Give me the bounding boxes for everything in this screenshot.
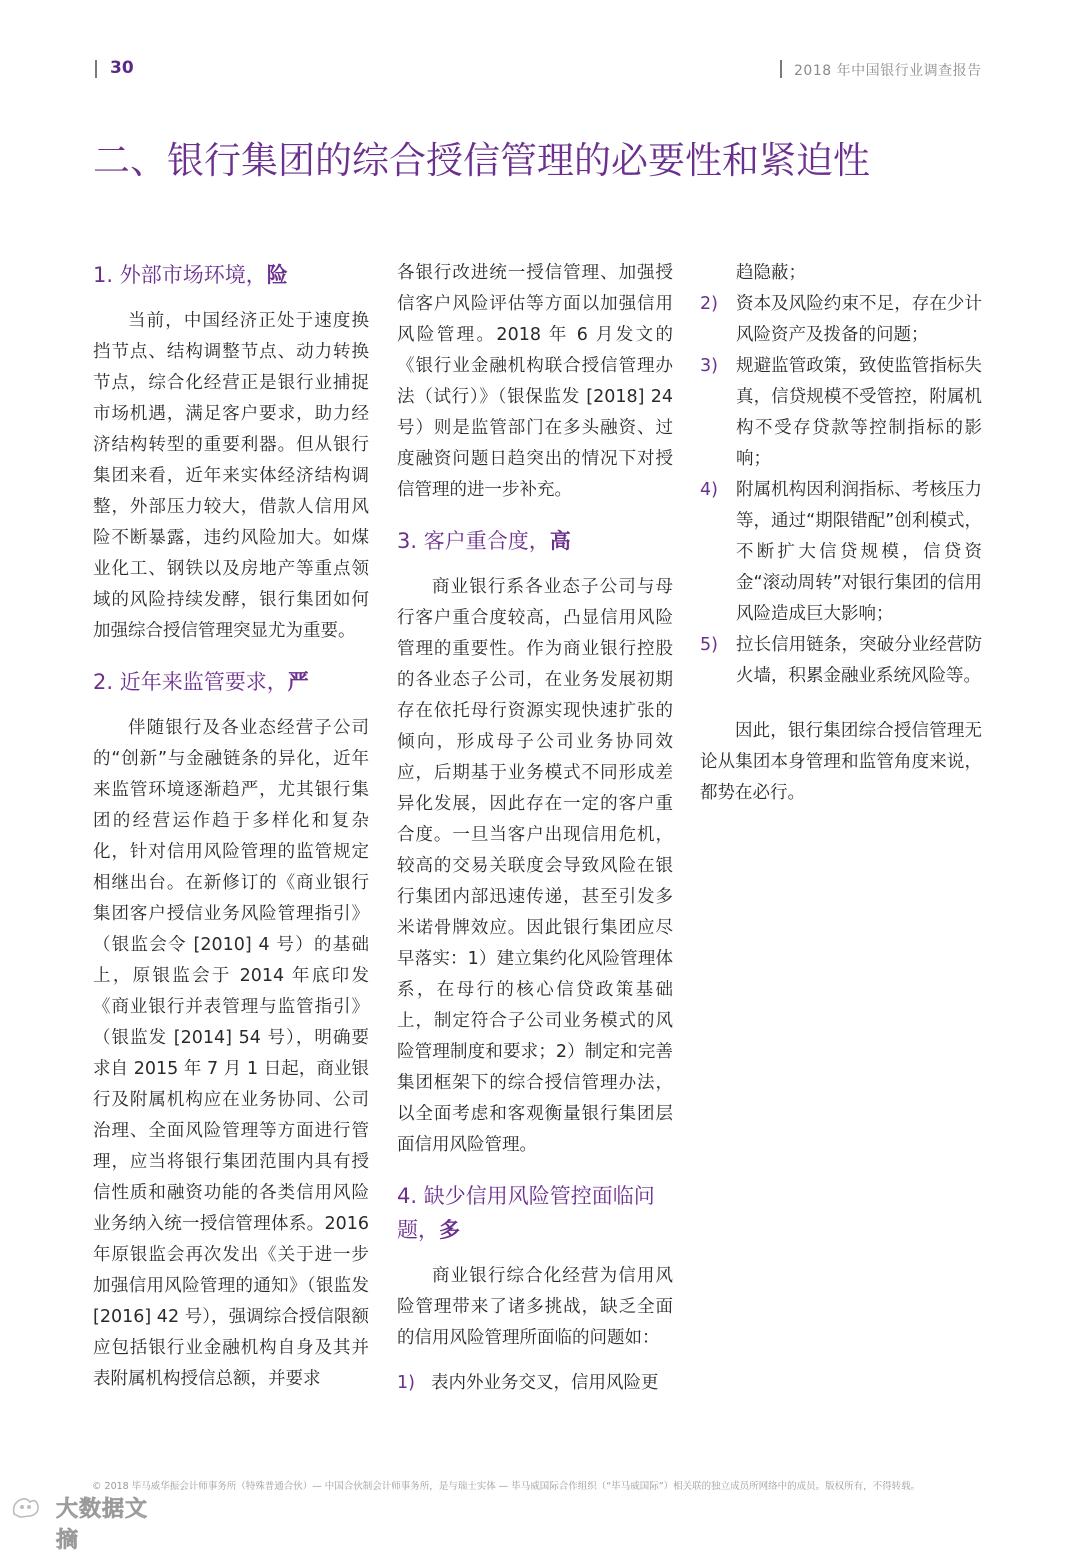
subheading-4-text: 4. 缺少信用风险管控面临问题，	[397, 1184, 655, 1242]
subheading-2-emphasis: 严	[287, 670, 309, 694]
list-item-number: 2)	[700, 294, 718, 314]
footer-copyright: © 2018 毕马威华振会计师事务所（特殊普通合伙）— 中国合伙制会计师事务所，是与瑞士实体 — 毕马威国际合作组织（“毕马威国际”）相关联的独立成员所网络中的成员。版权所有，不得转载。	[92, 1481, 921, 1492]
watermark	[10, 1492, 160, 1553]
watermark-text: 大数据文摘	[56, 1497, 149, 1553]
list-item-number: 5)	[700, 635, 718, 655]
paragraph-2-continued: 各银行改进统一授信管理、加强授信客户风险评估等方面以加强信用风险管理。2018 年 6 月发文的《银行业金融机构联合授信管理办法（试行）》（银保监发 [2018] 24 号）则是监管部门在多头融资、过度融资问题日趋突出的情况下对授信管理的进一步补充。	[397, 263, 673, 500]
watermark-logo-icon	[10, 1494, 40, 1520]
subheading-3-text: 3. 客户重合度，	[397, 529, 550, 553]
problem-list-continued	[700, 258, 982, 692]
column-1	[93, 258, 369, 1395]
list-item-text: 规避监管政策，致使监管指标失真，信贷规模不受管控，附属机构不受存贷款等控制指标的影响；	[736, 356, 982, 469]
list-item-text: 附属机构因利润指标、考核压力等，通过“期限错配”创利模式，不断扩大信贷规模，信贷资金“滚动周转”对银行集团的信用风险造成巨大影响；	[736, 480, 982, 624]
column-3	[700, 258, 982, 809]
section-title: 二、银行集团的综合授信管理的必要性和紧迫性	[93, 139, 870, 182]
subheading-2-text: 2. 近年来监管要求，	[93, 670, 288, 694]
list-item	[397, 1368, 673, 1399]
conclusion-paragraph: 因此，银行集团综合授信管理无论从集团本身管理和监管角度来说，都势在必行。	[700, 721, 982, 803]
subheading-3-emphasis: 高	[549, 529, 571, 553]
list-item	[700, 630, 982, 692]
list-item	[700, 475, 982, 630]
problem-list-start	[397, 1368, 673, 1399]
paragraph-1: 当前，中国经济正处于速度换挡节点、结构调整节点、动力转换节点，综合化经营正是银行业捕捉市场机遇，满足客户要求，助力经济结构转型的重要利器。但从银行集团来看，近年来实体经济结构调整，外部压力较大，借款人信用风险不断暴露，违约风险加大。如煤业化工、钢铁以及房地产等重点领域的风险持续发酵，银行集团如何加强综合授信管理突显尤为重要。	[93, 311, 369, 641]
column-2	[397, 258, 673, 1399]
paragraph-4: 商业银行综合化经营为信用风险管理带来了诸多挑战，缺乏全面的信用风险管理所面临的问题如：	[397, 1266, 673, 1348]
page-number: 30	[110, 58, 134, 78]
list-item	[700, 289, 982, 351]
list-item	[700, 258, 982, 289]
list-item-number: 1)	[397, 1373, 415, 1393]
list-item-number: 4)	[700, 480, 718, 500]
header-divider-right	[780, 60, 782, 78]
subheading-1-text: 1. 外部市场环境，	[93, 263, 267, 287]
report-title: 2018 年中国银行业调查报告	[794, 63, 982, 79]
list-item-text: 趋隐蔽；	[736, 263, 806, 283]
subheading-1-emphasis: 险	[266, 263, 288, 287]
subheading-1	[93, 258, 369, 292]
list-item-text: 拉长信用链条，突破分业经营防火墙，积累金融业系统风险等。	[736, 635, 982, 686]
paragraph-2: 伴随银行及各业态经营子公司的“创新”与金融链条的异化，近年来监管环境逐渐趋严，尤其银行集团的经营运作趋于多样化和复杂化，针对信用风险管理的监管规定相继出台。在新修订的《商业银行集团客户授信业务风险管理指引》（银监会令 [2010] 4 号）的基础上，原银监会于 2014 年底印发《商业银行并表管理与监管指引》（银监发 [2014] 54 号），明确要求自 2015 年 7 月 1 日起，商业银行及附属机构应在业务协同、公司治理、全面风险管理等方面进行管理，应当将银行集团范围内具有授信性质和融资功能的各类信用风险业务纳入统一授信管理体系。2016 年原银监会再次发出《关于进一步加强信用风险管理的通知》（银监发 [2016] 42 号），强调综合授信限额应包括银行业金融机构自身及其并表附属机构授信总额，并要求	[93, 718, 369, 1389]
subheading-4	[397, 1179, 673, 1247]
list-item-text: 表内外业务交叉，信用风险更	[431, 1373, 659, 1393]
subheading-4-emphasis: 多	[439, 1218, 460, 1242]
paragraph-3: 商业银行系各业态子公司与母行客户重合度较高，凸显信用风险管理的重要性。作为商业银行控股的各业态子公司，在业务发展初期存在依托母行资源实现快速扩张的倾向，形成母子公司业务协同效应，后期基于业务模式不同形成差异化发展，因此存在一定的客户重合度。一旦当客户出现信用危机，较高的交易关联度会导致风险在银行集团内部迅速传递，甚至引发多米诺骨牌效应。因此银行集团应尽早落实：1）建立集约化风险管理体系，在母行的核心信贷政策基础上，制定符合子公司业务模式的风险管理制度和要求；2）制定和完善集团框架下的综合授信管理办法，以全面考虑和客观衡量银行集团层面信用风险管理。	[397, 577, 673, 1155]
subheading-2	[93, 665, 369, 699]
subheading-3	[397, 524, 673, 558]
list-item-text: 资本及风险约束不足，存在少计风险资产及拨备的问题；	[736, 294, 982, 345]
list-item-number: 3)	[700, 356, 718, 376]
header-divider-left	[95, 60, 97, 78]
list-item	[700, 351, 982, 475]
